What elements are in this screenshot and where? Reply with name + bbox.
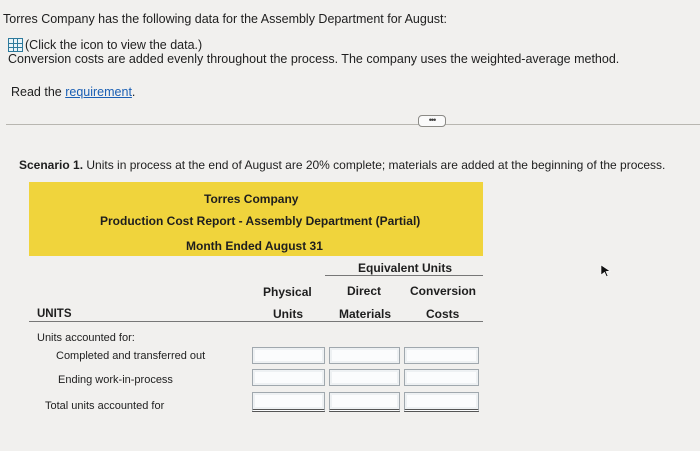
units-section-label: UNITS [37, 308, 72, 320]
report-header [29, 182, 483, 256]
direct-header-bottom: Materials [339, 307, 392, 321]
total-conversion-input[interactable] [404, 392, 479, 412]
direct-header-top: Direct [347, 284, 382, 298]
report-company: Torres Company [204, 192, 299, 206]
completed-physical-input[interactable] [252, 347, 325, 364]
report-period: Month Ended August 31 [186, 239, 323, 253]
total-units-label: Total units accounted for [45, 400, 165, 412]
table-icon[interactable] [8, 38, 23, 52]
data-link-line[interactable] [8, 38, 202, 52]
requirement-link[interactable]: requirement [65, 85, 132, 99]
total-direct-input[interactable] [329, 392, 400, 412]
units-accounted-for-label: Units accounted for: [37, 332, 135, 344]
completed-direct-input[interactable] [329, 347, 400, 364]
mouse-cursor-icon [600, 264, 612, 278]
completed-conversion-input[interactable] [404, 347, 479, 364]
period-text: . [131, 85, 136, 99]
column-header-underline [29, 321, 483, 322]
read-the-text: Read the [11, 85, 66, 99]
ending-wip-label: Ending work-in-process [58, 374, 173, 386]
physical-header-top: Physical [263, 285, 312, 299]
intro-line-1: Torres Company has the following data for the Assembly Department for August: [3, 12, 447, 26]
ending-physical-input[interactable] [252, 369, 325, 386]
ending-conversion-input[interactable] [404, 369, 479, 386]
data-link-text[interactable]: (Click the icon to view the data.) [25, 38, 203, 52]
physical-header-bottom: Units [273, 307, 303, 321]
intro-line-3: Conversion costs are added evenly throughout the process. The company uses the weighted-average method. [8, 52, 620, 66]
expand-more-button[interactable]: ••• [418, 115, 446, 127]
completed-transferred-label: Completed and transferred out [56, 350, 206, 362]
equivalent-units-header: Equivalent Units [358, 261, 453, 275]
report-title: Production Cost Report - Assembly Department (Partial) [100, 214, 421, 228]
scenario-label: Scenario 1. [19, 158, 84, 172]
intro-line-4 [11, 85, 135, 99]
ending-direct-input[interactable] [329, 369, 400, 386]
conversion-header-bottom: Costs [426, 307, 460, 321]
equivalent-units-underline [325, 275, 483, 276]
conversion-header-top: Conversion [410, 284, 477, 298]
scenario-description: Units in process at the end of August are 20% complete; materials are added at the beginning of the process. [83, 158, 666, 172]
scenario-text [19, 158, 665, 172]
section-divider [6, 124, 700, 125]
total-physical-input[interactable] [252, 392, 325, 412]
